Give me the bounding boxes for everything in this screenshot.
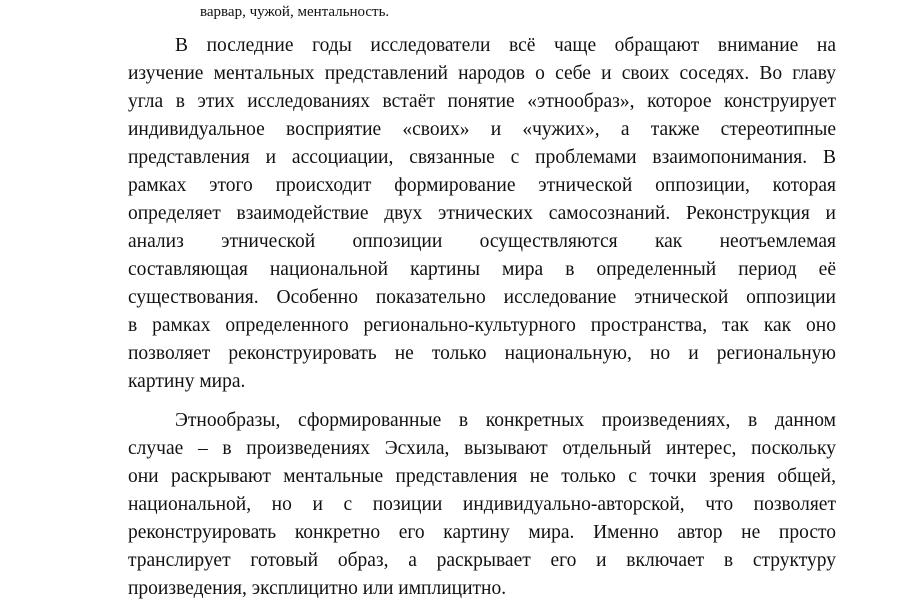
text-line: изучение ментальных представлений народов о себе и своих соседях. Во главу xyxy=(128,63,836,84)
text-line: Этнообразы, сформированные в конкретных произведениях, в данном xyxy=(175,410,836,431)
text-line: национальной, но и с позиции индивидуально-авторской, что позволяет xyxy=(128,494,836,515)
text-line: угла в этих исследованиях встаёт понятие «этнообраз», которое конструирует xyxy=(128,91,836,112)
text-line: В последние годы исследователи всё чаще обращают внимание на xyxy=(175,35,836,56)
text-line: существования. Особенно показательно исследование этнической оппозиции xyxy=(128,287,836,308)
text-line: позволяет реконструировать не только национальную, но и региональную xyxy=(128,343,836,364)
paragraph-1 xyxy=(128,32,836,396)
text-line: рамках этого происходит формирование этнической оппозиции, которая xyxy=(128,175,836,196)
text-line: они раскрывают ментальные представления не только с точки зрения общей, xyxy=(128,466,836,487)
text-line: произведения, эксплицитно или имплицитно. xyxy=(128,578,507,599)
text-line: составляющая национальной картины мира в определенный период её xyxy=(128,259,836,280)
text-line: индивидуальное восприятие «своих» и «чужих», а также стереотипные xyxy=(128,119,836,140)
text-line: случае – в произведениях Эсхила, вызывают отдельный интерес, поскольку xyxy=(128,438,836,459)
keywords-line: варвар, чужой, ментальность. xyxy=(200,4,390,20)
text-line: транслирует готовый образ, а раскрывает его и включает в структуру xyxy=(128,550,836,571)
text-line: реконструировать конкретно его картину мира. Именно автор не просто xyxy=(128,522,836,543)
paragraph-2 xyxy=(128,407,836,603)
text-line: представления и ассоциации, связанные с проблемами взаимопонимания. В xyxy=(128,147,836,168)
text-line: определяет взаимодействие двух этнических самосознаний. Реконструкция и xyxy=(128,203,836,224)
text-line: анализ этнической оппозиции осуществляются как неотъемлемая xyxy=(128,231,836,252)
text-line: в рамках определенного регионально-культурного пространства, так как оно xyxy=(128,315,836,336)
text-line: картину мира. xyxy=(128,371,246,392)
